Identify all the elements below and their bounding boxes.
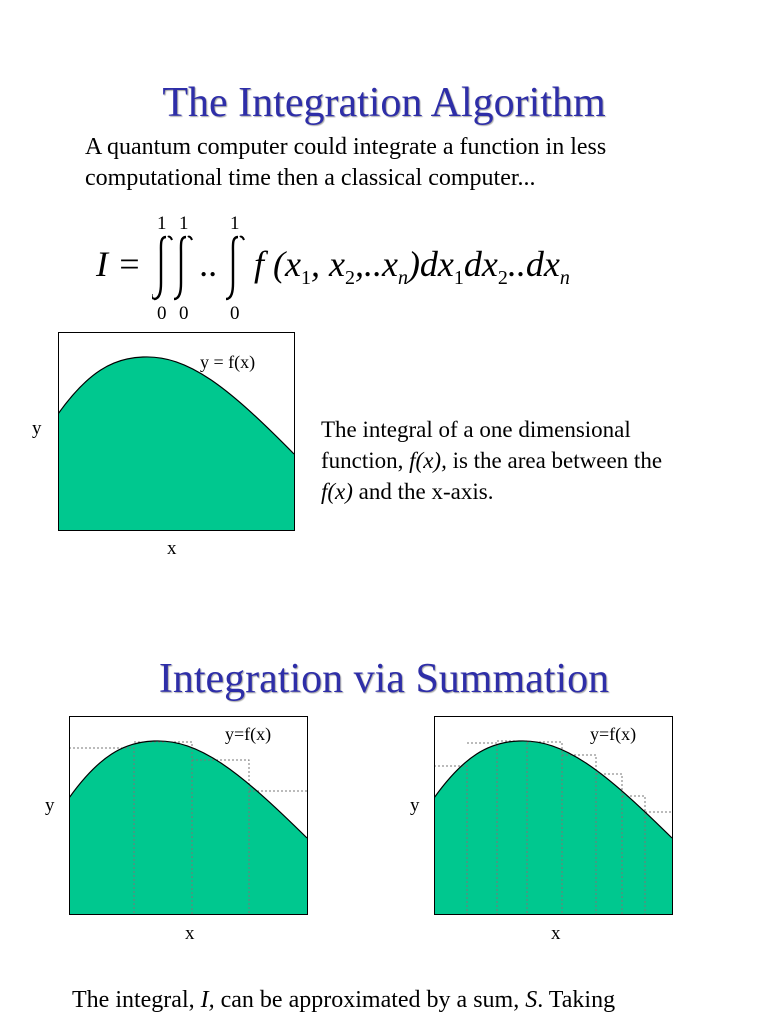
area-under-curve — [69, 741, 307, 914]
intro-text — [85, 132, 606, 194]
y-axis-label: y — [410, 795, 420, 816]
intro-line-2: computational time then a classical computer... — [85, 165, 536, 191]
upper-limit-2: 1 — [179, 213, 189, 234]
function-label: y=f(x) — [225, 724, 272, 744]
x-axis-label: x — [185, 923, 195, 944]
y-axis-label: y — [45, 795, 55, 816]
desc-line-1: The integral of a one dimensional — [321, 417, 631, 442]
upper-limit-3: 1 — [230, 213, 240, 234]
slide2-title: Integration via Summation — [158, 656, 610, 702]
integral-formula — [90, 205, 690, 330]
summation-plot-coarse-svg — [69, 716, 309, 916]
x-axis-label: x — [551, 923, 561, 944]
area-under-curve — [58, 357, 294, 530]
summation-plot-fine — [434, 716, 674, 916]
area-under-curve — [434, 741, 672, 914]
function-label: y = f(x) — [200, 352, 256, 372]
upper-limit-1: 1 — [157, 213, 167, 234]
summation-plot-fine-svg — [434, 716, 674, 916]
y-axis-label: y — [32, 418, 42, 439]
formula-dots: .. — [200, 244, 218, 284]
formula-lhs: I = — [96, 244, 142, 284]
desc-line-3: f(x) and the x-axis. — [321, 479, 494, 504]
integral-description — [321, 414, 662, 507]
slide1-title: The Integration Algorithm — [162, 80, 606, 126]
summation-text: The integral, I, can be approximated by a sum, S. Taking — [72, 987, 616, 1013]
summation-plot-coarse — [69, 716, 309, 916]
area-plot — [58, 332, 296, 532]
desc-line-2: function, f(x), is the area between the — [321, 448, 663, 473]
intro-line-1: A quantum computer could integrate a function in less — [85, 134, 607, 160]
formula-integrand: f ($x_1$, $x_2,..x_n)dx_1dx_2..dx_n$ — [254, 244, 570, 290]
x-axis-label: x — [167, 538, 177, 559]
lower-limit-2: 0 — [179, 303, 189, 324]
function-label: y=f(x) — [590, 724, 637, 744]
lower-limit-1: 0 — [157, 303, 167, 324]
area-plot-svg — [58, 332, 296, 532]
lower-limit-3: 0 — [230, 303, 240, 324]
